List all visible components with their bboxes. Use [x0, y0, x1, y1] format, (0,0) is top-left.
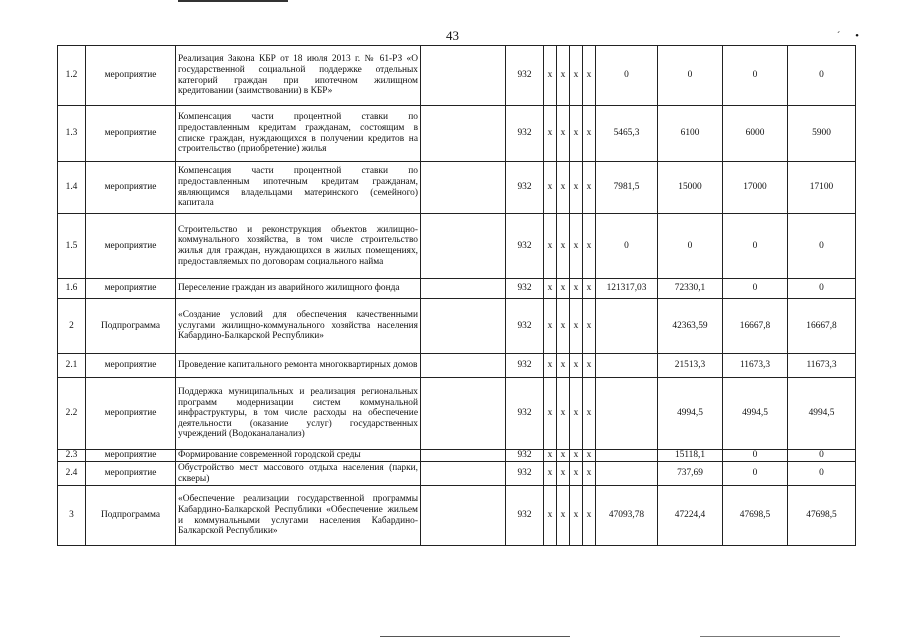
cell-v2: 47224,4	[658, 486, 723, 546]
cell-v1: 7981,5	[596, 162, 658, 214]
cell-type: мероприятие	[86, 450, 176, 462]
cell-x3: x	[570, 299, 583, 354]
cell-title: «Создание условий для обеспечения качественными услугами жилищно-коммунального хозяйства населения Кабардино-Балкарской Республики»	[176, 299, 421, 354]
cell-x4: x	[583, 462, 596, 486]
cell-num: 1.3	[58, 106, 86, 162]
cell-x3: x	[570, 462, 583, 486]
table-row	[58, 378, 856, 450]
cell-x2: x	[557, 106, 570, 162]
cell-v4: 17100	[788, 162, 856, 214]
cell-x4: x	[583, 378, 596, 450]
cell-spacer	[421, 279, 506, 299]
cell-x1: x	[544, 450, 557, 462]
cell-title: Формирование современной городской среды	[176, 450, 421, 462]
cell-code: 932	[506, 279, 544, 299]
cell-x1: x	[544, 46, 557, 106]
bottom-rule	[380, 636, 570, 637]
cell-num: 1.4	[58, 162, 86, 214]
cell-spacer	[421, 378, 506, 450]
cell-v3: 47698,5	[723, 486, 788, 546]
cell-title: Строительство и реконструкция объектов жилищно-коммунального хозяйства, в том числе строительство жилья для граждан, нуждающихся в жилых помещениях, предоставляемых по договорам социального найма	[176, 214, 421, 279]
cell-v1	[596, 354, 658, 378]
cell-code: 932	[506, 378, 544, 450]
cell-v4: 0	[788, 450, 856, 462]
cell-spacer	[421, 450, 506, 462]
table-row	[58, 106, 856, 162]
cell-code: 932	[506, 46, 544, 106]
cell-x4: x	[583, 279, 596, 299]
cell-x2: x	[557, 162, 570, 214]
cell-x1: x	[544, 162, 557, 214]
cell-x3: x	[570, 450, 583, 462]
cell-code: 932	[506, 450, 544, 462]
cell-v1	[596, 299, 658, 354]
cell-type: мероприятие	[86, 378, 176, 450]
cell-x3: x	[570, 214, 583, 279]
cell-v3: 4994,5	[723, 378, 788, 450]
table-row	[58, 279, 856, 299]
table-row	[58, 214, 856, 279]
cell-num: 1.2	[58, 46, 86, 106]
cell-v4: 0	[788, 279, 856, 299]
cell-spacer	[421, 162, 506, 214]
cell-spacer	[421, 299, 506, 354]
table-row	[58, 462, 856, 486]
cell-type: мероприятие	[86, 214, 176, 279]
cell-title: «Обеспечение реализации государственной программы Кабардино-Балкарской Республики «Обеспечение жильем и коммунальными услугами населения Кабардино-Балкарской Республики»	[176, 486, 421, 546]
cell-x2: x	[557, 450, 570, 462]
cell-v3: 6000	[723, 106, 788, 162]
cell-code: 932	[506, 486, 544, 546]
cell-title: Реализация Закона КБР от 18 июля 2013 г. № 61-РЗ «О государственной социальной поддержке отдельных категорий граждан при ипотечном жилищном кредитовании (заимствовании) в КБР»	[176, 46, 421, 106]
cell-code: 932	[506, 354, 544, 378]
cell-v3: 11673,3	[723, 354, 788, 378]
cell-x3: x	[570, 162, 583, 214]
cell-spacer	[421, 486, 506, 546]
top-rule	[178, 0, 288, 2]
cell-num: 2	[58, 299, 86, 354]
cell-num: 2.1	[58, 354, 86, 378]
cell-x4: x	[583, 486, 596, 546]
cell-v3: 0	[723, 214, 788, 279]
cell-x3: x	[570, 354, 583, 378]
cell-v3: 0	[723, 450, 788, 462]
cell-x3: x	[570, 486, 583, 546]
cell-v4: 0	[788, 462, 856, 486]
table-row	[58, 46, 856, 106]
cell-v4: 4994,5	[788, 378, 856, 450]
cell-code: 932	[506, 299, 544, 354]
cell-v2: 15118,1	[658, 450, 723, 462]
program-table	[57, 45, 856, 546]
cell-v4: 0	[788, 214, 856, 279]
cell-title: Переселение граждан из аварийного жилищного фонда	[176, 279, 421, 299]
cell-x1: x	[544, 214, 557, 279]
corner-marks: ´ •	[836, 30, 865, 42]
cell-title: Компенсация части процентной ставки по предоставленным ипотечным кредитам гражданам, являющимся владельцами материнского (семейного) капитала	[176, 162, 421, 214]
cell-v3: 0	[723, 462, 788, 486]
cell-x3: x	[570, 46, 583, 106]
cell-x3: x	[570, 279, 583, 299]
cell-x2: x	[557, 299, 570, 354]
cell-code: 932	[506, 462, 544, 486]
cell-title: Обустройство мест массового отдыха населения (парки, скверы)	[176, 462, 421, 486]
cell-num: 3	[58, 486, 86, 546]
cell-v2: 4994,5	[658, 378, 723, 450]
cell-x4: x	[583, 46, 596, 106]
cell-v3: 16667,8	[723, 299, 788, 354]
cell-title: Поддержка муниципальных и реализация региональных программ модернизации систем коммунальной инфраструктуры, в том числе расходы на обеспечение деятельности (оказание услуг) государственных учреждений (Водоканаланализ)	[176, 378, 421, 450]
cell-x2: x	[557, 378, 570, 450]
cell-x2: x	[557, 462, 570, 486]
cell-x4: x	[583, 106, 596, 162]
cell-v1: 121317,03	[596, 279, 658, 299]
cell-v1	[596, 378, 658, 450]
cell-x2: x	[557, 486, 570, 546]
table-row	[58, 354, 856, 378]
page-number: 43	[446, 28, 459, 43]
bottom-rule-right	[700, 636, 840, 637]
cell-v2: 21513,3	[658, 354, 723, 378]
cell-v1: 47093,78	[596, 486, 658, 546]
cell-num: 1.6	[58, 279, 86, 299]
cell-x4: x	[583, 299, 596, 354]
cell-type: мероприятие	[86, 46, 176, 106]
cell-x4: x	[583, 162, 596, 214]
cell-code: 932	[506, 106, 544, 162]
cell-num: 1.5	[58, 214, 86, 279]
cell-x1: x	[544, 486, 557, 546]
cell-type: мероприятие	[86, 462, 176, 486]
cell-type: мероприятие	[86, 106, 176, 162]
cell-v1: 0	[596, 214, 658, 279]
table-row	[58, 450, 856, 462]
cell-x2: x	[557, 354, 570, 378]
cell-x3: x	[570, 378, 583, 450]
cell-num: 2.3	[58, 450, 86, 462]
cell-x1: x	[544, 378, 557, 450]
cell-v4: 47698,5	[788, 486, 856, 546]
cell-v2: 6100	[658, 106, 723, 162]
cell-num: 2.2	[58, 378, 86, 450]
cell-x2: x	[557, 214, 570, 279]
cell-v2: 0	[658, 214, 723, 279]
cell-num: 2.4	[58, 462, 86, 486]
cell-type: мероприятие	[86, 354, 176, 378]
cell-spacer	[421, 46, 506, 106]
cell-x3: x	[570, 106, 583, 162]
table-row	[58, 299, 856, 354]
cell-v2: 737,69	[658, 462, 723, 486]
cell-x2: x	[557, 279, 570, 299]
cell-v4: 0	[788, 46, 856, 106]
cell-x1: x	[544, 299, 557, 354]
cell-x1: x	[544, 279, 557, 299]
cell-v3: 0	[723, 46, 788, 106]
cell-v4: 5900	[788, 106, 856, 162]
cell-v4: 16667,8	[788, 299, 856, 354]
cell-x2: x	[557, 46, 570, 106]
cell-v2: 0	[658, 46, 723, 106]
cell-v3: 17000	[723, 162, 788, 214]
cell-v3: 0	[723, 279, 788, 299]
cell-x4: x	[583, 354, 596, 378]
cell-v2: 15000	[658, 162, 723, 214]
cell-spacer	[421, 214, 506, 279]
cell-x1: x	[544, 462, 557, 486]
cell-x4: x	[583, 214, 596, 279]
cell-spacer	[421, 106, 506, 162]
cell-code: 932	[506, 214, 544, 279]
cell-v2: 72330,1	[658, 279, 723, 299]
cell-type: мероприятие	[86, 162, 176, 214]
cell-x1: x	[544, 354, 557, 378]
cell-v1	[596, 462, 658, 486]
cell-spacer	[421, 462, 506, 486]
table-row	[58, 486, 856, 546]
cell-title: Компенсация части процентной ставки по предоставленным кредитам гражданам, состоящим в списке граждан, нуждающихся в получении кредитов на строительство (приобретение) жилья	[176, 106, 421, 162]
cell-v1: 5465,3	[596, 106, 658, 162]
cell-v1	[596, 450, 658, 462]
cell-type: мероприятие	[86, 279, 176, 299]
cell-type: Подпрограмма	[86, 486, 176, 546]
cell-spacer	[421, 354, 506, 378]
cell-v4: 11673,3	[788, 354, 856, 378]
cell-type: Подпрограмма	[86, 299, 176, 354]
cell-code: 932	[506, 162, 544, 214]
cell-title: Проведение капитального ремонта многоквартирных домов	[176, 354, 421, 378]
cell-x1: x	[544, 106, 557, 162]
cell-v2: 42363,59	[658, 299, 723, 354]
table-row	[58, 162, 856, 214]
cell-x4: x	[583, 450, 596, 462]
cell-v1: 0	[596, 46, 658, 106]
